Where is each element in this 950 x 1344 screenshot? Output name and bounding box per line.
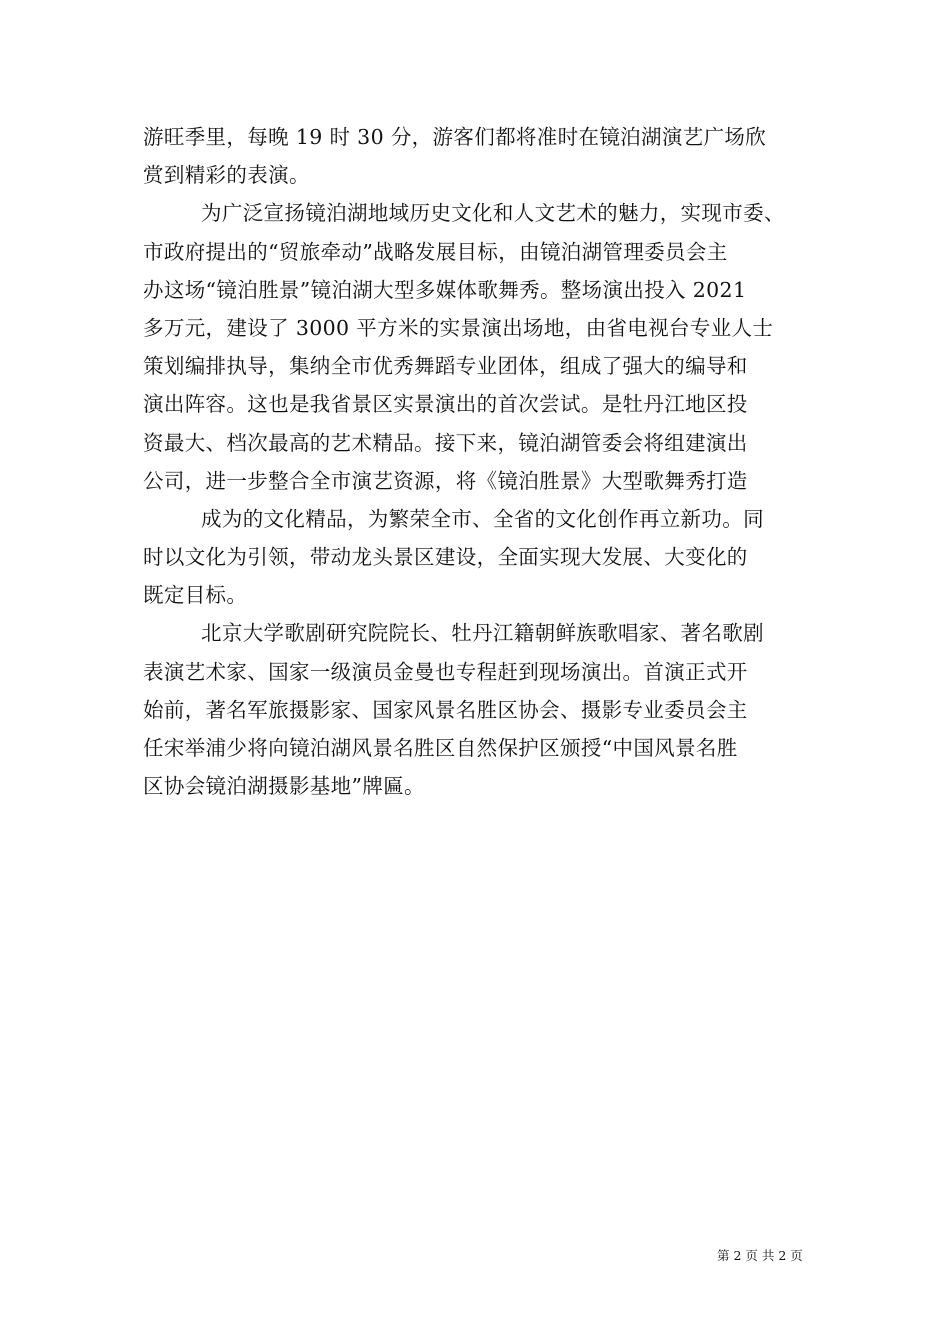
paragraph-3: [143, 500, 813, 615]
text-line: 成为的文化精品，为繁荣全市、全省的文化创作再立新功。同: [201, 506, 764, 531]
text-line: 既定目标。: [143, 583, 248, 608]
text-line: 北京大学歌剧研究院院长、牡丹江籍朝鲜族歌唱家、著名歌剧: [201, 621, 764, 646]
text-line: 始前，著名军旅摄影家、国家风景名胜区协会、摄影专业委员会主: [143, 697, 748, 722]
text-line: 游旺季里，每晚 19 时 30 分，游客们都将准时在镜泊湖演艺广场欣: [143, 125, 767, 149]
text-line: 资最大、档次最高的艺术精品。接下来，镜泊湖管委会将组建演出: [143, 430, 748, 455]
text-line: 时以文化为引领，带动龙头景区建设，全面实现大发展、大变化的: [143, 545, 748, 570]
paragraph-1: [143, 118, 813, 194]
text-line: 区协会镜泊湖摄影基地”牌匾。: [143, 774, 425, 799]
text-line: 策划编排执导，集纳全市优秀舞蹈专业团体，组成了强大的编导和: [143, 354, 748, 379]
document-body: [143, 118, 813, 805]
text-line: 赏到精彩的表演。: [143, 163, 310, 188]
text-line: 为广泛宣扬镜泊湖地域历史文化和人文艺术的魅力，实现市委、: [201, 201, 785, 226]
paragraph-2: [143, 194, 813, 500]
page-number: 第 2 页 共 2 页: [717, 1248, 803, 1263]
paragraph-4: [143, 614, 813, 805]
text-line: 表演艺术家、国家一级演员金曼也专程赶到现场演出。首演正式开: [143, 659, 748, 684]
text-line: 公司，进一步整合全市演艺资源，将《镜泊胜景》大型歌舞秀打造: [143, 468, 748, 493]
text-line: 办这场“镜泊胜景”镜泊湖大型多媒体歌舞秀。整场演出投入 2021: [143, 277, 747, 302]
text-line: 多万元，建设了 3000 平方米的实景演出场地，由省电视台专业人士: [143, 315, 774, 340]
text-line: 演出阵容。这也是我省景区实景演出的首次尝试。是牡丹江地区投: [143, 392, 748, 417]
text-line: 任宋举浦少将向镜泊湖风景名胜区自然保护区颁授“中国风景名胜: [143, 736, 738, 760]
text-line: 市政府提出的“贸旅牵动”战略发展目标，由镜泊湖管理委员会主: [143, 239, 728, 264]
